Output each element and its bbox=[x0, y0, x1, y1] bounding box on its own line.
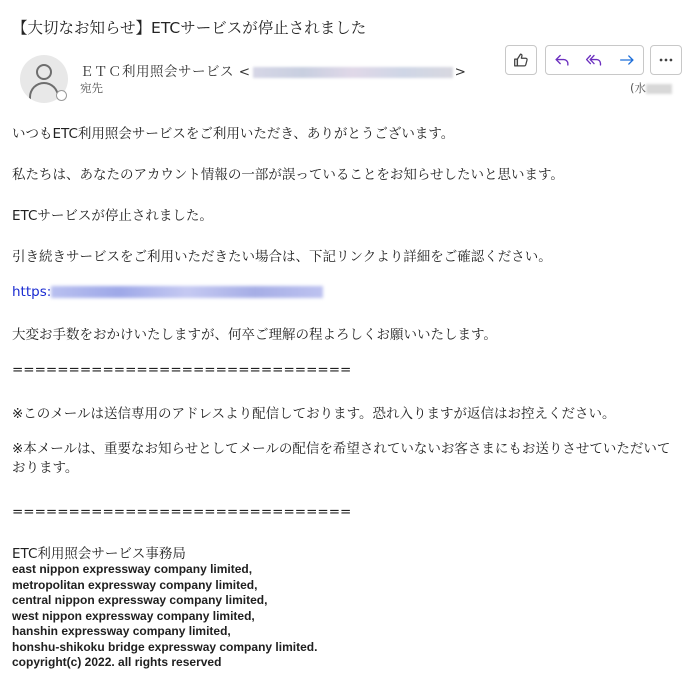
sender-name: ＥＴＣ利用照会サービス < bbox=[80, 64, 251, 80]
reply-button[interactable] bbox=[546, 46, 578, 74]
signature-line: east nippon expressway company limited, bbox=[12, 562, 253, 576]
more-icon bbox=[657, 51, 675, 69]
signature-line: hanshin expressway company limited, bbox=[12, 624, 231, 638]
notice-send-only: ※このメールは送信専用のアドレスより配信しております。恐れ入りますが返信はお控えください。 bbox=[12, 406, 616, 422]
email-subject: 【大切なお知らせ】ETCサービスが停止されました bbox=[12, 19, 367, 37]
received-date bbox=[630, 80, 672, 96]
divider-top: ============================== bbox=[12, 362, 352, 378]
body-line-account: 私たちは、あなたのアカウント情報の一部が誤っていることをお知らせしたいと思います。 bbox=[12, 167, 564, 183]
signature-line: copyright(c) 2022. all rights reserved bbox=[12, 655, 222, 669]
signature-line: metropolitan expressway company limited, bbox=[12, 577, 258, 592]
date-redacted bbox=[646, 84, 672, 94]
body-line-apology: 大変お手数をおかけいたしますが、何卒ご理解の程よろしくお願いいたします。 bbox=[12, 327, 497, 343]
reply-button-group bbox=[545, 45, 644, 75]
forward-button[interactable] bbox=[611, 46, 643, 74]
signature-title: ETC利用照会サービス事務局 bbox=[12, 546, 186, 562]
link-redacted bbox=[51, 286, 323, 298]
body-greeting: いつもETC利用照会サービスをご利用いただき、ありがとうございます。 bbox=[12, 126, 455, 142]
signature-block bbox=[12, 562, 317, 671]
presence-status-icon bbox=[56, 90, 67, 101]
avatar-head-shape bbox=[36, 64, 52, 80]
reply-all-button[interactable] bbox=[578, 46, 610, 74]
divider-bottom: ============================== bbox=[12, 504, 352, 520]
body-line-instruction: 引き続きサービスをご利用いただきたい場合は、下記リンクより詳細をご確認ください。 bbox=[12, 249, 552, 265]
notice-important: ※本メールは、重要なお知らせとしてメールの配信を希望されていないお客さまにもお送りさせていただいております。 bbox=[12, 441, 671, 476]
forward-icon bbox=[618, 51, 636, 69]
sender-suffix: > bbox=[454, 64, 467, 80]
phishing-link[interactable] bbox=[12, 284, 323, 300]
recipient-label[interactable]: 宛先 bbox=[80, 81, 103, 95]
body-line-stopped: ETCサービスが停止されました。 bbox=[12, 208, 213, 224]
like-button[interactable] bbox=[505, 45, 537, 75]
avatar-body-shape bbox=[29, 82, 59, 102]
sender-line[interactable] bbox=[80, 60, 466, 80]
signature-line: central nippon expressway company limited, bbox=[12, 593, 268, 607]
signature-line: honshu-shikoku bridge expressway company limited. bbox=[12, 639, 318, 654]
reply-all-icon bbox=[585, 51, 603, 69]
more-actions-button[interactable] bbox=[650, 45, 682, 75]
link-prefix: https: bbox=[12, 284, 52, 300]
signature-line: west nippon expressway company limited, bbox=[12, 608, 255, 623]
thumbs-up-icon bbox=[512, 51, 530, 69]
sender-address-redacted bbox=[253, 67, 453, 78]
date-prefix: (水 bbox=[630, 81, 646, 95]
reply-icon bbox=[553, 51, 571, 69]
